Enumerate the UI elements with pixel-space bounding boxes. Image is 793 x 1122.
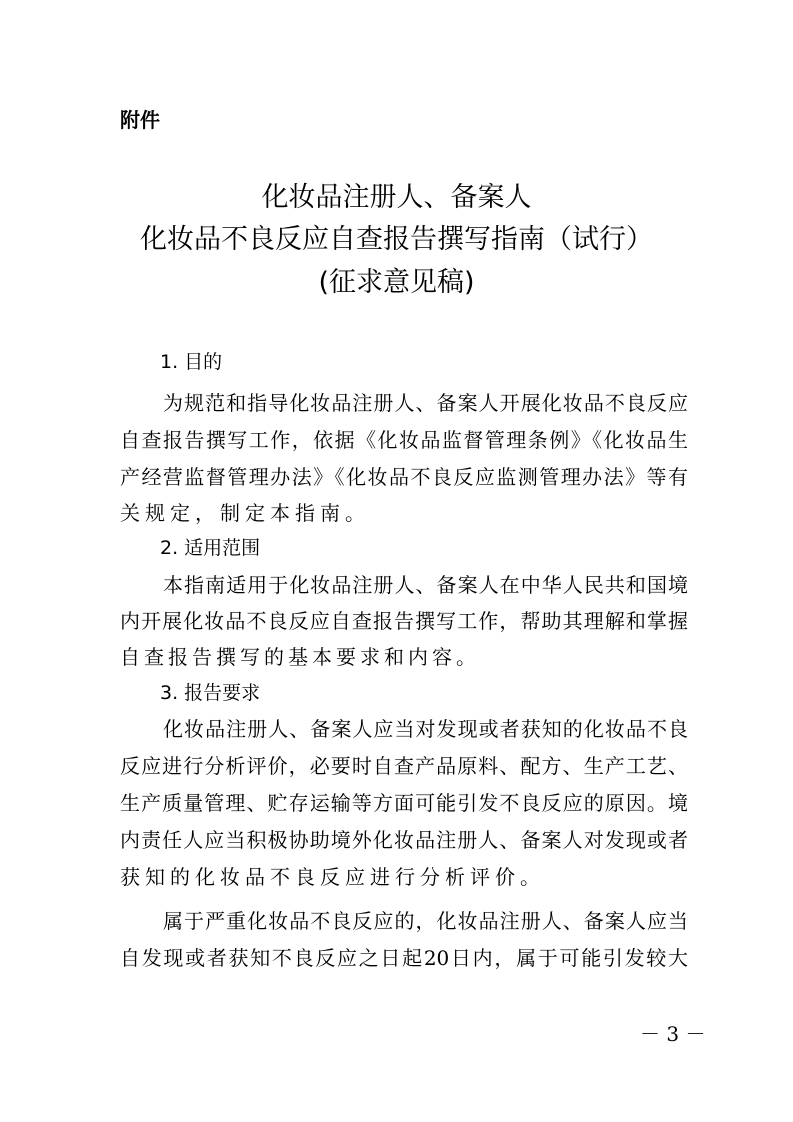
paragraph-line: 生产质量管理、贮存运输等方面可能引发不良反应的原因。境 xyxy=(120,791,688,815)
paragraph-line: 自发现或者获知不良反应之日起20日内，属于可能引发较大 xyxy=(120,946,688,970)
document-title-line-2: 化妆品不良反应自查报告撰写指南（试行） xyxy=(140,224,653,255)
paragraph-line: 反应进行分析评价，必要时自查产品原料、配方、生产工艺、 xyxy=(120,754,688,778)
paragraph-line: 内开展化妆品不良反应自查报告撰写工作，帮助其理解和掌握 xyxy=(120,609,688,633)
section-heading-purpose: 1. 目的 xyxy=(160,351,223,373)
paragraph-line: 属于严重化妆品不良反应的，化妆品注册人、备案人应当 xyxy=(163,909,688,933)
section-heading-scope: 2. 适用范围 xyxy=(160,537,261,559)
paragraph-line: 关规定，制定本指南。 xyxy=(120,501,370,525)
document-title-line-3: (征求意见稿) xyxy=(318,267,475,298)
attachment-label: 附件 xyxy=(120,108,160,132)
paragraph-line: 化妆品注册人、备案人应当对发现或者获知的化妆品不良 xyxy=(163,717,688,741)
paragraph-line: 为规范和指导化妆品注册人、备案人开展化妆品不良反应 xyxy=(163,391,688,415)
page-number: － 3 － xyxy=(640,1022,706,1046)
paragraph-line: 自查报告撰写的基本要求和内容。 xyxy=(120,645,480,669)
paragraph-line: 本指南适用于化妆品注册人、备案人在中华人民共和国境 xyxy=(163,573,688,597)
paragraph-line: 获知的化妆品不良反应进行分析评价。 xyxy=(120,865,545,889)
paragraph-line: 内责任人应当积极协助境外化妆品注册人、备案人对发现或者 xyxy=(120,828,688,852)
document-title-line-1: 化妆品注册人、备案人 xyxy=(261,182,532,213)
paragraph-line: 产经营监督管理办法》《化妆品不良反应监测管理办法》等有 xyxy=(120,465,688,489)
paragraph-line: 自查报告撰写工作，依据《化妆品监督管理条例》《化妆品生 xyxy=(120,428,688,452)
section-heading-requirements: 3. 报告要求 xyxy=(160,682,261,704)
